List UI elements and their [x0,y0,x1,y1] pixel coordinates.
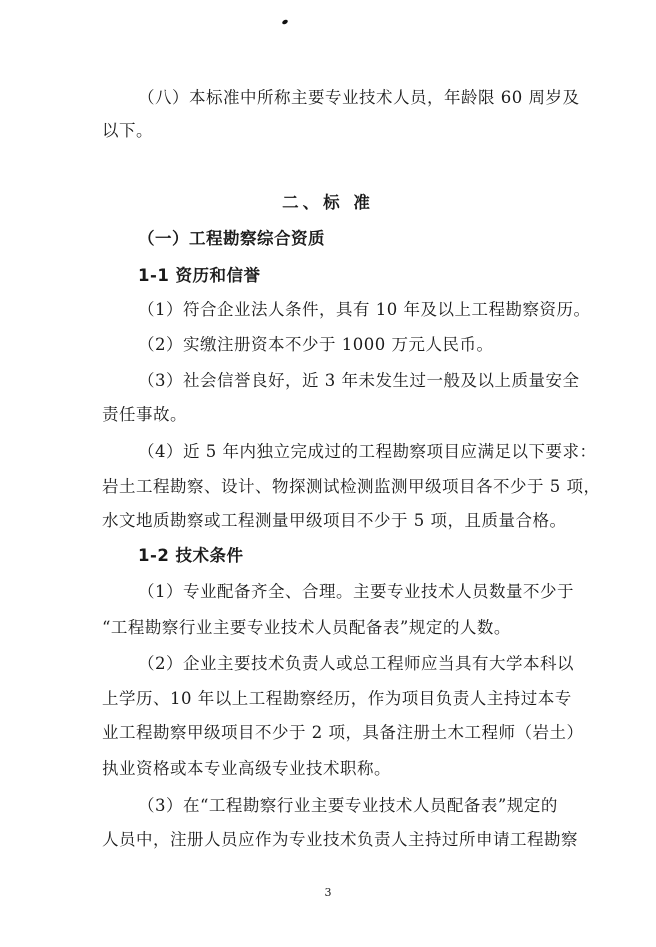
heading-1-1: 1-1 资历和信誉 [138,266,261,285]
item-1-2-2-line1: （2）企业主要技术负责人或总工程师应当具有大学本科以 [138,654,574,673]
item-1-2-3-line1: （3）在“工程勘察行业主要专业技术人员配备表”规定的 [138,796,558,815]
heading-1-2: 1-2 技术条件 [138,546,244,565]
item-1-2-3-line2: 人员中，注册人员应作为专业技术负责人主持过所申请工程勘察 [102,830,578,849]
item-1-2-1-line2: “工程勘察行业主要专业技术人员配备表”规定的人数。 [102,618,511,637]
item-1-1-4-line1: （4）近 5 年内独立完成过的工程勘察项目应满足以下要求： [138,442,597,461]
item-1-1-4-line2: 岩土工程勘察、设计、物探测试检测监测甲级项目各不少于 5 项， [102,477,601,496]
item-1-1-3-line1: （3）社会信誉良好，近 3 年未发生过一般及以上质量安全 [138,371,580,390]
item-1-1-3-line2: 责任事故。 [102,405,187,424]
para-8-line1: （八）本标准中所称主要专业技术人员，年龄限 60 周岁及 [138,88,580,107]
item-1-2-2-line3: 业工程勘察甲级项目不少于 2 项，具备注册土木工程师（岩土） [102,723,584,742]
section-title: 二、标 准 [282,193,374,212]
subsection-title: （一）工程勘察综合资质 [138,229,325,248]
item-1-2-1-line1: （1）专业配备齐全、合理。主要专业技术人员数量不少于 [138,582,574,601]
item-1-1-4-line3: 水文地质勘察或工程测量甲级项目不少于 5 项，且质量合格。 [102,511,567,530]
item-1-1-2: （2）实缴注册资本不少于 1000 万元人民币。 [138,335,494,354]
item-1-2-2-line4: 执业资格或本专业高级专业技术职称。 [102,759,391,778]
item-1-2-2-line2: 上学历、10 年以上工程勘察经历，作为项目负责人主持过本专 [102,689,572,708]
ink-mark [281,19,288,25]
page-number: 3 [324,886,332,899]
item-1-1-1: （1）符合企业法人条件，具有 10 年及以上工程勘察资历。 [138,300,591,319]
para-8-line2: 以下。 [102,121,153,140]
